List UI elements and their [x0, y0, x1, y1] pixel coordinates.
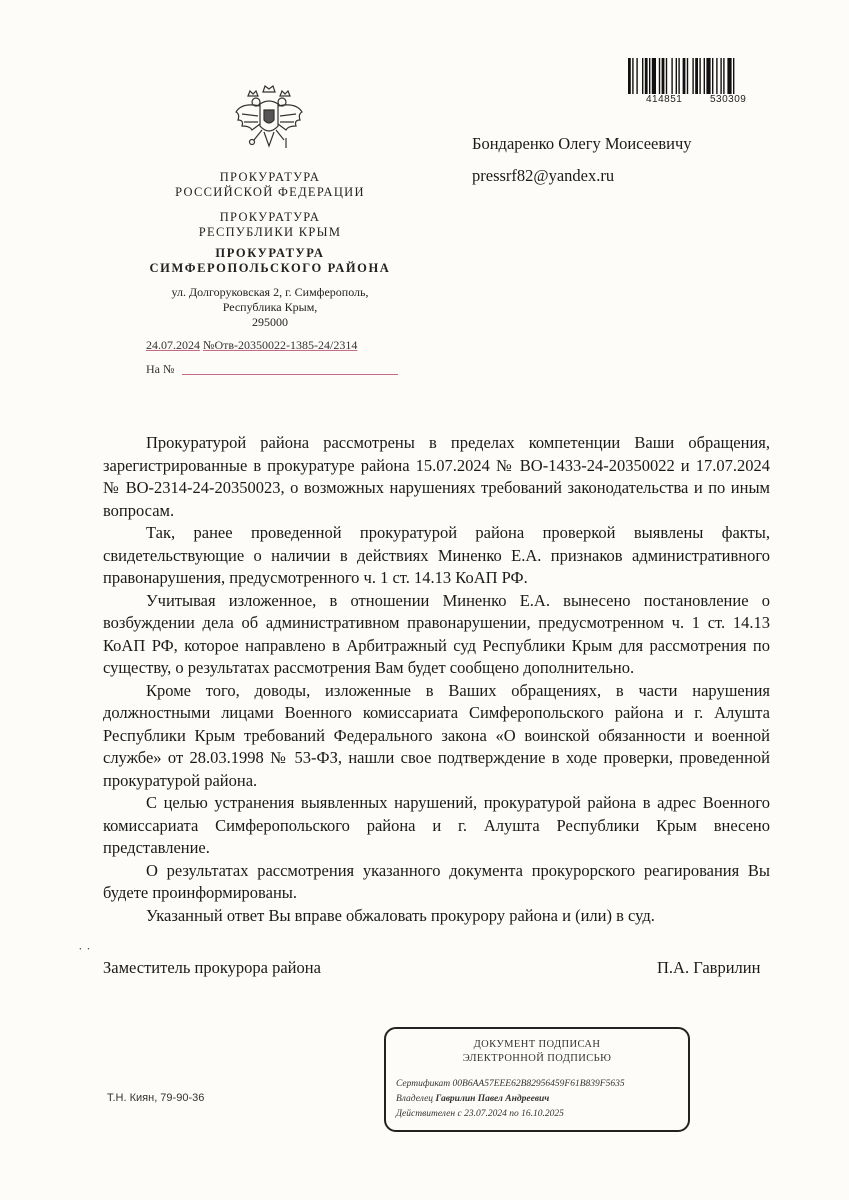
letterhead-line-2: РОССИЙСКОЙ ФЕДЕРАЦИИ: [175, 185, 365, 199]
stamp-valid-to-label: по: [509, 1109, 519, 1119]
stamp-owner-value: Гаврилин Павел Андреевич: [435, 1094, 550, 1104]
letterhead-org-1: [110, 170, 430, 200]
barcode-bar: [652, 58, 656, 94]
stamp-owner: [396, 1094, 549, 1104]
barcode-number-right: 530309: [710, 94, 747, 105]
letterhead-line-3: ПРОКУРАТУРА: [219, 210, 321, 224]
barcode-bar: [727, 58, 731, 94]
barcode-number-left: 414851: [646, 94, 683, 105]
stamp-valid-label: Действителен с: [396, 1109, 462, 1119]
reference-number-line: [182, 374, 398, 375]
paragraph-4: Кроме того, доводы, изложенные в Ваших обращениях, в части нарушения должностными лицами Военного комиссариата Симферопольского района и г. Алушта Республики Крым требований Федерального закона «О воинской обязанности и военной службе» от 28.03.1998 № 53-ФЗ, нашли свое подтверждение в ходе проверки, проведенной прокуратурой района.: [103, 680, 770, 790]
address-postcode: 295000: [252, 315, 288, 329]
stamp-valid-from: 23.07.2024: [464, 1109, 507, 1119]
signatory-name: П.А. Гаврилин: [657, 958, 761, 977]
barcode-bar: [706, 58, 710, 94]
stamp-owner-label: Владелец: [396, 1094, 434, 1104]
barcode-bar: [628, 58, 631, 94]
paragraph-3: Учитывая изложенное, в отношении Миненко Е.А. вынесено постановление о возбуждении дела об административном правонарушении, предусмотренном ч. 1 ст. 14.13 КоАП РФ, которое направлено в Арбитражный суд Республики Крым для рассмотрения по существу, о результатах рассмотрения Вам будет сообщено дополнительно.: [103, 590, 770, 677]
barcode-bar: [649, 58, 650, 94]
address-line-1: ул. Долгоруковская 2, г. Симферополь,: [171, 285, 369, 299]
stamp-cert-value: 00B6AA57EEE62B82956459F61B839F5635: [452, 1079, 625, 1089]
stamp-title-1: ДОКУМЕНТ ПОДПИСАН: [473, 1039, 601, 1050]
barcode-bar: [676, 58, 677, 94]
barcode-bar: [642, 58, 643, 94]
stamp-certificate: [396, 1079, 625, 1089]
barcode-bar: [723, 58, 724, 94]
reference-number-label: На №: [146, 362, 175, 376]
letter-body: [103, 432, 770, 927]
registration-date: 24.07.2024: [146, 338, 200, 352]
stamp-cert-label: Сертификат: [396, 1079, 451, 1089]
recipient-name: Бондаренко Олегу Моисеевичу: [472, 134, 692, 153]
letterhead-line-5: ПРОКУРАТУРА: [215, 246, 325, 260]
electronic-signature-stamp: [384, 1027, 690, 1132]
barcode-bar: [712, 58, 713, 94]
barcode-bar: [704, 58, 705, 94]
paragraph-2: Так, ранее проведенной прокуратурой района проверкой выявлены факты, свидетельствующие о наличии в действиях Миненко Е.А. признаков административного правонарушения, предусмотренного ч. 1 ст. 14.13 КоАП РФ.: [103, 523, 770, 587]
paragraph-6: О результатах рассмотрения указанного документа прокурорского реагирования Вы будете проинформированы.: [103, 860, 770, 902]
barcode-bar: [695, 58, 698, 94]
letterhead-org-2: [110, 210, 430, 240]
barcode-bar: [733, 58, 734, 94]
barcode-bar: [662, 58, 665, 94]
barcode: [628, 58, 778, 94]
stamp-title-2: ЭЛЕКТРОННОЙ ПОДПИСЬЮ: [462, 1053, 612, 1064]
paragraph-7: Указанный ответ Вы вправе обжаловать прокурору района и (или) в суд.: [146, 905, 655, 925]
letterhead-address: [110, 285, 430, 330]
letterhead-line-4: РЕСПУБЛИКИ КРЫМ: [198, 225, 342, 239]
scan-mark: ˙ ˙: [78, 946, 91, 961]
letterhead-line-6: СИМФЕРОПОЛЬСКОГО РАЙОНА: [149, 261, 391, 275]
barcode-bar: [636, 58, 637, 94]
recipient-email: pressrf82@yandex.ru: [472, 166, 615, 185]
barcode-bar: [683, 58, 686, 94]
barcode-bar: [692, 58, 693, 94]
address-line-2: Республика Крым,: [222, 300, 318, 314]
stamp-validity: [396, 1109, 564, 1119]
paragraph-1: Прокуратурой района рассмотрены в пределах компетенции Ваши обращения, зарегистрированные в прокуратуре района 15.07.2024 № ВО-1433-24-20350022 и 17.07.2024 № ВО-2314-24-20350023, о возможных нарушениях требований законодательства и по иным вопросам.: [103, 433, 770, 520]
barcode-bar: [687, 58, 688, 94]
letterhead-org-3: [110, 246, 430, 276]
stamp-valid-to: 16.10.2025: [521, 1109, 564, 1119]
barcode-bar: [659, 58, 660, 94]
barcode-bar: [645, 58, 648, 94]
barcode-bar: [671, 58, 672, 94]
barcode-bar: [720, 58, 721, 94]
signatory-position: Заместитель прокурора района: [103, 958, 321, 977]
paragraph-5: С целью устранения выявленных нарушений, прокуратурой района в адрес Военного комиссариата Симферопольского района и г. Алушта Республики Крым внесено представление.: [103, 793, 770, 857]
coat-of-arms-icon: [232, 82, 306, 162]
registration-line: [146, 338, 357, 353]
barcode-bar: [716, 58, 717, 94]
registration-number: №Отв-20350022-1385-24/2314: [203, 338, 358, 352]
barcode-bar: [632, 58, 633, 94]
executor-contact: Т.Н. Киян, 79-90-36: [107, 1092, 205, 1104]
barcode-bar: [699, 58, 700, 94]
barcode-bar: [678, 58, 679, 94]
barcode-bar: [666, 58, 667, 94]
letterhead-line-1: ПРОКУРАТУРА: [219, 170, 321, 184]
